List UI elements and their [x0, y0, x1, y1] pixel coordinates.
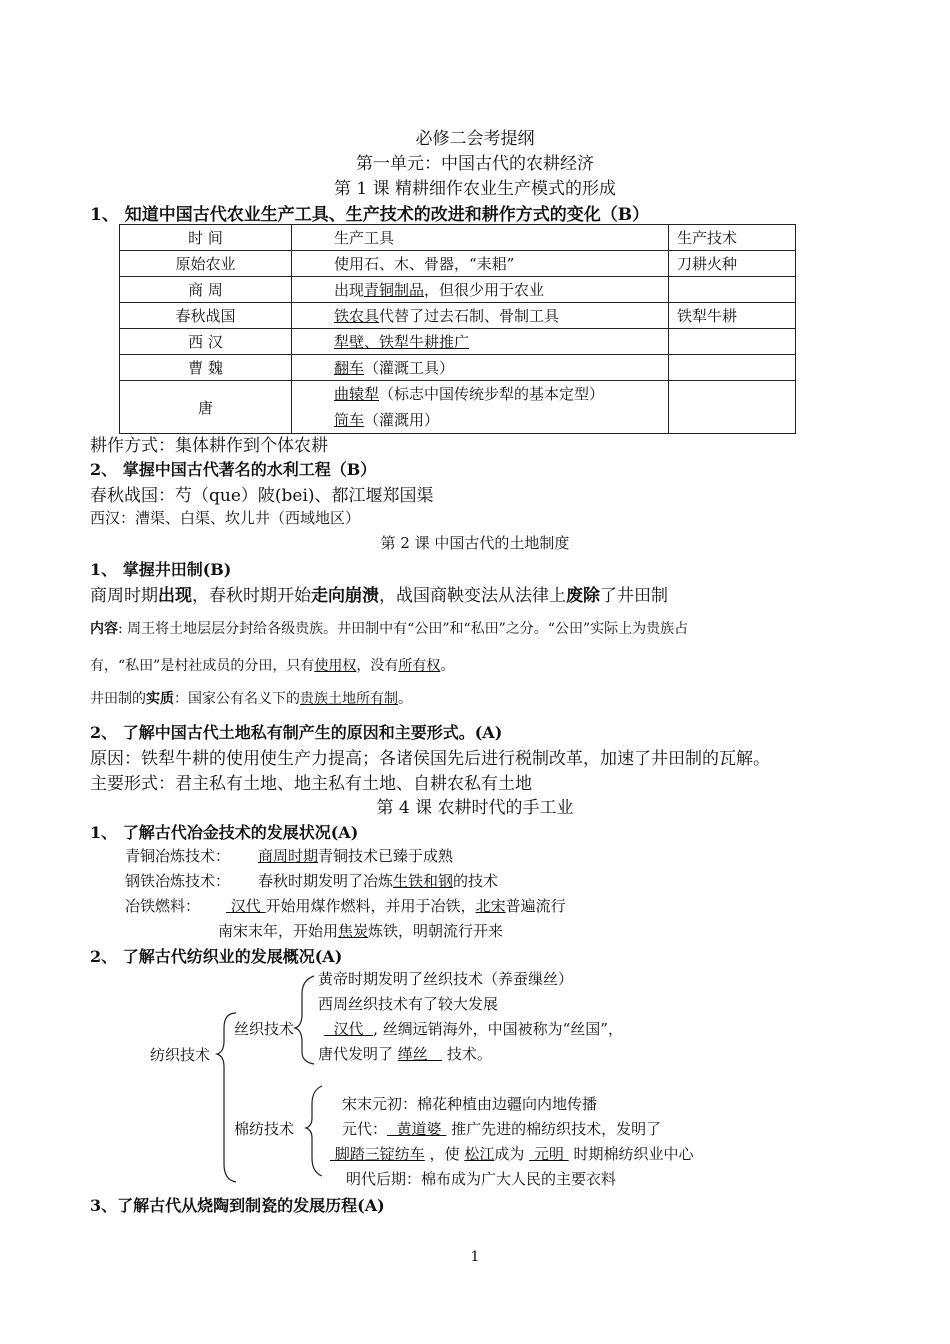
cell-time: 原始农业	[120, 251, 292, 277]
cell-underlined: 青铜制品	[364, 281, 425, 299]
cotton-text: 时期棉纺织业中心	[568, 1145, 694, 1163]
silk-label: 丝织技术	[234, 1020, 295, 1038]
water-line1: 春秋战国：芍（que）陂(bei)、都江堰郑国渠	[90, 486, 434, 506]
lesson4-h2: 2、 了解古代纺织业的发展概况(A)	[90, 947, 343, 966]
essence-bold: 实质	[146, 691, 174, 707]
cell-tool: 使用石、木、骨器，“耒耜”	[292, 251, 669, 277]
essence-text: ：国家公有名义下的	[174, 691, 300, 707]
silk-line2: 西周丝织技术有了较大发展	[318, 995, 499, 1013]
page-number: 1	[470, 1249, 480, 1265]
content-label: 内容	[90, 621, 118, 637]
lesson4-h3: 3、了解古代从烧陶到制瓷的发展历程(A)	[90, 1196, 385, 1215]
silk-text: , 丝绸远销海外，中国被称为“丝国”，	[373, 1020, 623, 1038]
reason-line: 原因：铁犁牛耕的使用使生产力提高；各诸侯国先后进行税制改革，加速了井田制的瓦解。	[90, 749, 770, 769]
cotton-underlined: 元明	[529, 1145, 569, 1163]
silk-line4	[318, 1043, 492, 1064]
iron-label: 钢铁冶炼技术：	[125, 872, 231, 890]
cell-underlined: 筒车	[334, 411, 365, 429]
cell-time: 商 周	[120, 277, 292, 303]
textile-root: 纺织技术	[150, 1046, 211, 1064]
para-text: ，战国商鞅变法从法律上	[379, 586, 566, 606]
cell-time: 唐	[120, 381, 292, 434]
cotton-line1: 宋末元初：棉花种植由边疆向内地传播	[342, 1095, 598, 1113]
cell-text: 出现	[334, 281, 365, 299]
para-bold: 走向崩溃	[311, 586, 379, 606]
lesson4-title: 第 4 课 农耕时代的手工业	[376, 798, 574, 818]
para-text: ，春秋时期开始	[192, 586, 311, 606]
content-text: : 周王将土地层层分封给各级贵族。井田制中有“公田”和“私田”之分。“公田”实际上为贵族占	[118, 621, 689, 637]
forms-line: 主要形式：君主私有土地、地主私有土地、自耕农私有土地	[90, 774, 532, 794]
bronze-label: 青铜冶炼技术：	[125, 847, 231, 865]
sec2-heading: 2、 掌握中国古代著名的水利工程（B）	[90, 460, 377, 479]
fuel2-pre: 南宋末年，开始用	[218, 922, 339, 940]
content-text: 有，“私田”是村社成员的分田，只有	[90, 658, 315, 674]
lesson2-h2: 2、 了解中国古代土地私有制产生的原因和主要形式。(A)	[90, 723, 503, 742]
fuel-label: 冶铁燃料：	[125, 897, 201, 915]
silk-line1: 黄帝时期发明了丝织技术（养蚕缫丝）	[318, 970, 574, 988]
fuel-underlined: 汉代	[226, 897, 266, 915]
header-tech: 生产技术	[669, 225, 796, 251]
cell-time: 西 汉	[120, 329, 292, 355]
cell-underlined: 铁农具	[334, 307, 380, 325]
essence-underlined: 贵族土地所有制	[300, 691, 398, 707]
cell-underlined: 翻车	[334, 359, 365, 377]
iron-post: 的技术	[453, 872, 499, 890]
content-underlined: 所有权	[398, 658, 441, 674]
cell-text: 代替了过去石制、骨制工具	[379, 307, 560, 325]
cotton-line2	[342, 1118, 661, 1139]
cotton-underlined: 脚踏三锭纺车	[330, 1145, 425, 1163]
cotton-underlined: 松江	[464, 1145, 495, 1163]
silk-text: 技术。	[442, 1045, 492, 1063]
para-bold: 废除	[566, 586, 600, 606]
header-time: 时 间	[120, 225, 292, 251]
cell-text: （灌溉工具）	[364, 359, 455, 377]
cotton-underlined: 黄道婆	[387, 1120, 447, 1138]
cell-text: （灌溉用）	[364, 411, 440, 429]
lesson4-h1: 1、 了解古代冶金技术的发展状况(A)	[90, 823, 359, 842]
sec1-heading: 1、 知道中国古代农业生产工具、生产技术的改进和耕作方式的变化（B）	[90, 205, 650, 225]
cell-tech: 铁犁牛耕	[669, 303, 796, 329]
fuel2-post: 炼铁，明朝流行开来	[368, 922, 504, 940]
lesson2-h1: 1、 掌握井田制(B)	[90, 560, 232, 579]
para-bold: 出现	[158, 586, 192, 606]
content-text: 。	[440, 658, 455, 674]
silk-line3	[324, 1018, 623, 1039]
content-underlined: 使用权	[314, 658, 357, 674]
bronze-post: 青铜技术已臻于成熟	[318, 847, 454, 865]
essence-text: 。	[398, 691, 412, 707]
fuel-post: 普遍流行	[505, 897, 566, 915]
para-text: 商周时期	[90, 586, 158, 606]
fuel-underlined: 北宋	[475, 897, 506, 915]
header-tool: 生产工具	[292, 225, 669, 251]
cotton-line3	[330, 1143, 693, 1164]
content-text: ，没有	[356, 658, 399, 674]
lesson1-title: 第 1 课 精耕细作农业生产模式的形成	[333, 179, 617, 199]
document-title: 必修二会考提纲	[415, 129, 535, 149]
cotton-text: ，使	[424, 1145, 465, 1163]
cell-underlined: 曲辕犁	[334, 385, 380, 403]
silk-brace	[295, 976, 314, 1064]
fuel2-underlined: 焦炭	[338, 922, 369, 940]
cotton-text: 推广先进的棉纺织技术，发明了	[446, 1120, 662, 1138]
cotton-line4: 明代后期：棉布成为广大人民的主要衣料	[346, 1170, 617, 1188]
farming-method: 耕作方式：集体耕作到个体农耕	[90, 436, 328, 456]
iron-pre: 春秋时期发明了冶炼	[258, 872, 394, 890]
cotton-text: 成为	[494, 1145, 530, 1163]
cotton-text: 元代：	[342, 1120, 388, 1138]
silk-underlined: 缂丝	[397, 1045, 443, 1063]
water-line2: 西汉：漕渠、白渠、坎儿井（西域地区）	[90, 509, 361, 527]
bronze-underlined: 商周时期	[258, 847, 319, 865]
cell-tech: 刀耕火种	[669, 251, 796, 277]
cell-text: （标志中国传统步犁的基本定型）	[379, 385, 605, 403]
iron-underlined: 生铁和钢	[393, 872, 454, 890]
silk-underlined: 汉代	[324, 1020, 374, 1038]
silk-text: 唐代发明了	[318, 1045, 398, 1063]
cell-time: 春秋战国	[120, 303, 292, 329]
essence-text: 井田制的	[90, 691, 146, 707]
cotton-brace	[306, 1086, 322, 1176]
cell-time: 曹 魏	[120, 355, 292, 381]
lesson2-title: 第 2 课 中国古代的土地制度	[380, 534, 570, 552]
cotton-label: 棉纺技术	[234, 1120, 295, 1138]
cell-text: ，但很少用于农业	[424, 281, 545, 299]
cell-underlined: 犁壁、铁犁牛耕推广	[334, 333, 470, 351]
unit-title: 第一单元：中国古代的农耕经济	[356, 154, 594, 174]
para-text: 了井田制	[600, 586, 668, 606]
fuel-mid: 开始用煤作燃料，并用于冶铁，	[265, 897, 476, 915]
